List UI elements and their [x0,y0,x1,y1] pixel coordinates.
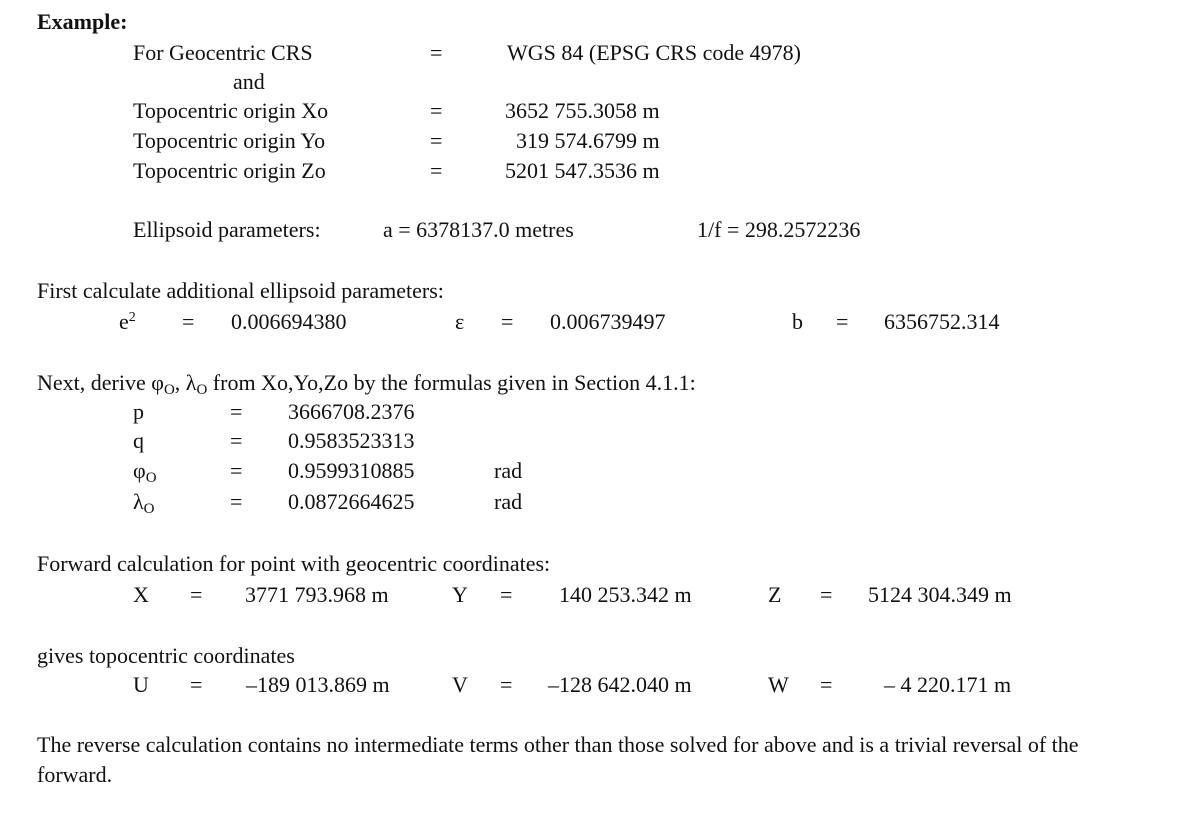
equals-sign: = [230,489,243,514]
origin-y-value: 319 574.6799 m [516,128,660,153]
epsilon-symbol: ε [455,309,465,334]
origin-y-label: Topocentric origin Yo [133,128,326,153]
u-symbol: U [133,672,149,697]
equals-sign: = [430,158,443,183]
equals-sign: = [820,672,833,697]
equals-sign: = [430,98,443,123]
origin-x-value: 3652 755.3058 m [505,98,660,123]
geocentric-crs-value: WGS 84 (EPSG CRS code 4978) [507,40,801,65]
lambda-o-unit: rad [494,489,523,514]
y-value: 140 253.342 m [559,582,692,607]
equals-sign: = [430,128,443,153]
q-symbol: q [133,428,144,453]
x-symbol: X [133,582,149,607]
equals-sign: = [230,458,243,483]
b-symbol: b [792,309,803,334]
e-squared-symbol: $e^2$ [119,309,136,334]
ellipsoid-inverse-flattening: 1/f = 298.2572236 [697,217,861,242]
equals-sign: = [430,40,443,65]
forward-heading: Forward calculation for point with geocentric coordinates: [37,551,551,576]
geocentric-crs-label: For Geocentric CRS [133,40,313,65]
ellipsoid-label: Ellipsoid parameters: [133,217,321,242]
equals-sign: = [820,582,833,607]
example-heading: Example: [37,9,128,34]
equals-sign: = [182,309,195,334]
equals-sign: = [230,399,243,424]
equals-sign: = [230,428,243,453]
lambda-o-symbol: $\lambda_O$ [133,489,155,517]
v-value: –128 642.040 m [548,672,692,697]
equals-sign: = [190,672,203,697]
e-squared-value: 0.006694380 [231,309,347,334]
x-value: 3771 793.968 m [245,582,389,607]
z-value: 5124 304.349 m [868,582,1012,607]
origin-x-label: Topocentric origin Xo [133,98,329,123]
v-symbol: V [452,672,468,697]
origin-z-value: 5201 547.3536 m [505,158,660,183]
phi-o-symbol: $\varphi_O$ [133,458,157,486]
y-symbol: Y [452,582,468,607]
q-value: 0.9583523313 [288,428,415,453]
equals-sign: = [836,309,849,334]
equals-sign: = [500,582,513,607]
ellipsoid-a: a = 6378137.0 metres [383,217,574,242]
epsilon-value: 0.006739497 [550,309,666,334]
equals-sign: = [500,672,513,697]
phi-o-value: 0.9599310885 [288,458,415,483]
w-symbol: W [768,672,789,697]
origin-z-label: Topocentric origin Zo [133,158,326,183]
z-symbol: Z [768,582,782,607]
phi-o-unit: rad [494,458,523,483]
derive-heading: Next, derive $\varphi_O$, $\lambda_O$ from Xo,Yo,Zo by the formulas given in Section 4.1.1: [37,370,696,398]
p-symbol: p [133,399,144,424]
equals-sign: = [190,582,203,607]
and-text: and [233,69,265,94]
equals-sign: = [501,309,514,334]
closing-paragraph: The reverse calculation contains no intermediate terms other than those solved for above and is a trivial reversal of the forward. [37,732,1079,787]
w-value: – 4 220.171 m [884,672,1012,697]
u-value: –189 013.869 m [246,672,390,697]
lambda-o-value: 0.0872664625 [288,489,415,514]
b-value: 6356752.314 [884,309,1000,334]
result-heading: gives topocentric coordinates [37,643,295,668]
additional-params-heading: First calculate additional ellipsoid parameters: [37,278,444,303]
p-value: 3666708.2376 [288,399,415,424]
